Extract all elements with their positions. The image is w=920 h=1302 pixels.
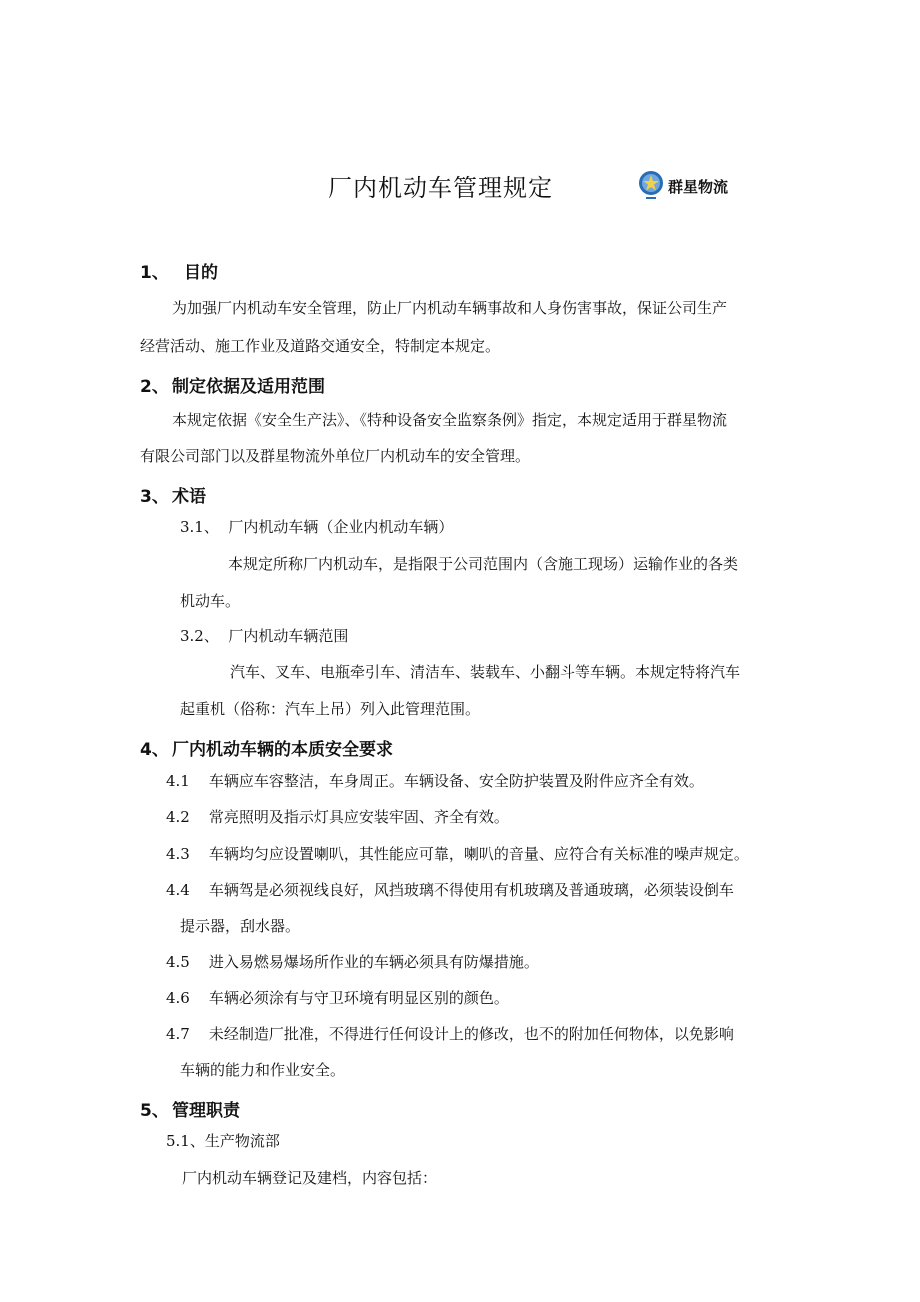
section-title: 制定依据及适用范围 <box>172 377 325 397</box>
section-number: 3、 <box>140 487 169 507</box>
list-item: 4.3 车辆均匀应设置喇叭，其性能应可靠，喇叭的音量、应符合有关标准的噪声规定。 <box>166 845 749 863</box>
paragraph-line: 有限公司部门以及群星物流外单位厂内机动车的安全管理。 <box>140 447 531 465</box>
paragraph-line: 本规定依据《安全生产法》、《特种设备安全监察条例》指定，本规定适用于群星物流 <box>172 411 728 429</box>
list-item-continuation: 提示器，刮水器。 <box>180 917 301 935</box>
list-item: 4.4 车辆驾是必须视线良好，风挡玻璃不得使用有机玻璃及普通玻璃，必须装设倒车 <box>166 881 734 899</box>
section-4-heading <box>140 735 393 760</box>
subsection-title: 5.1、生产物流部 <box>166 1132 280 1150</box>
section-5-heading <box>140 1096 240 1121</box>
list-item: 4.7 未经制造厂批准，不得进行任何设计上的修改，也不的附加任何物体，以免影响 <box>166 1025 734 1043</box>
company-logo-icon <box>638 170 664 202</box>
section-number: 2、 <box>140 377 169 397</box>
section-number: 5、 <box>140 1101 169 1121</box>
section-1-heading <box>140 258 218 283</box>
paragraph-line: 汽车、叉车、电瓶牵引车、清洁车、装载车、小翻斗等车辆。本规定特将汽车 <box>230 663 741 681</box>
section-2-heading <box>140 372 325 397</box>
paragraph-line: 机动车。 <box>180 592 241 610</box>
section-title: 管理职责 <box>172 1101 240 1121</box>
paragraph-line: 本规定所称厂内机动车，是指限于公司范围内（含施工现场）运输作业的各类 <box>228 555 739 573</box>
list-item: 4.1 车辆应车容整洁，车身周正。车辆设备、安全防护装置及附件应齐全有效。 <box>166 772 704 790</box>
paragraph-line: 为加强厂内机动车安全管理，防止厂内机动车辆事故和人身伤害事故，保证公司生产 <box>172 299 728 317</box>
paragraph-line: 起重机（俗称：汽车上吊）列入此管理范围。 <box>180 700 481 718</box>
company-logo-text: 群星物流 <box>668 177 729 196</box>
list-item-continuation: 车辆的能力和作业安全。 <box>180 1061 346 1079</box>
paragraph-line: 厂内机动车辆登记及建档，内容包括： <box>182 1169 438 1187</box>
section-3-heading <box>140 482 206 507</box>
page-title: 厂内机动车管理规定 <box>328 174 553 202</box>
section-title: 目的 <box>184 263 218 283</box>
section-title: 术语 <box>172 487 206 507</box>
section-title: 厂内机动车辆的本质安全要求 <box>172 740 393 760</box>
subsection-title: 3.1、 厂内机动车辆（企业内机动车辆） <box>180 518 454 536</box>
list-item: 4.5 进入易燃易爆场所作业的车辆必须具有防爆措施。 <box>166 953 539 971</box>
list-item: 4.6 车辆必须涂有与守卫环境有明显区别的颜色。 <box>166 989 509 1007</box>
section-number: 4、 <box>140 740 169 760</box>
list-item: 4.2 常亮照明及指示灯具应安装牢固、齐全有效。 <box>166 808 509 826</box>
company-logo <box>638 170 728 202</box>
paragraph-line: 经营活动、施工作业及道路交通安全，特制定本规定。 <box>140 337 501 355</box>
section-number: 1、 <box>140 263 169 283</box>
subsection-title: 3.2、 厂内机动车辆范围 <box>180 627 349 645</box>
